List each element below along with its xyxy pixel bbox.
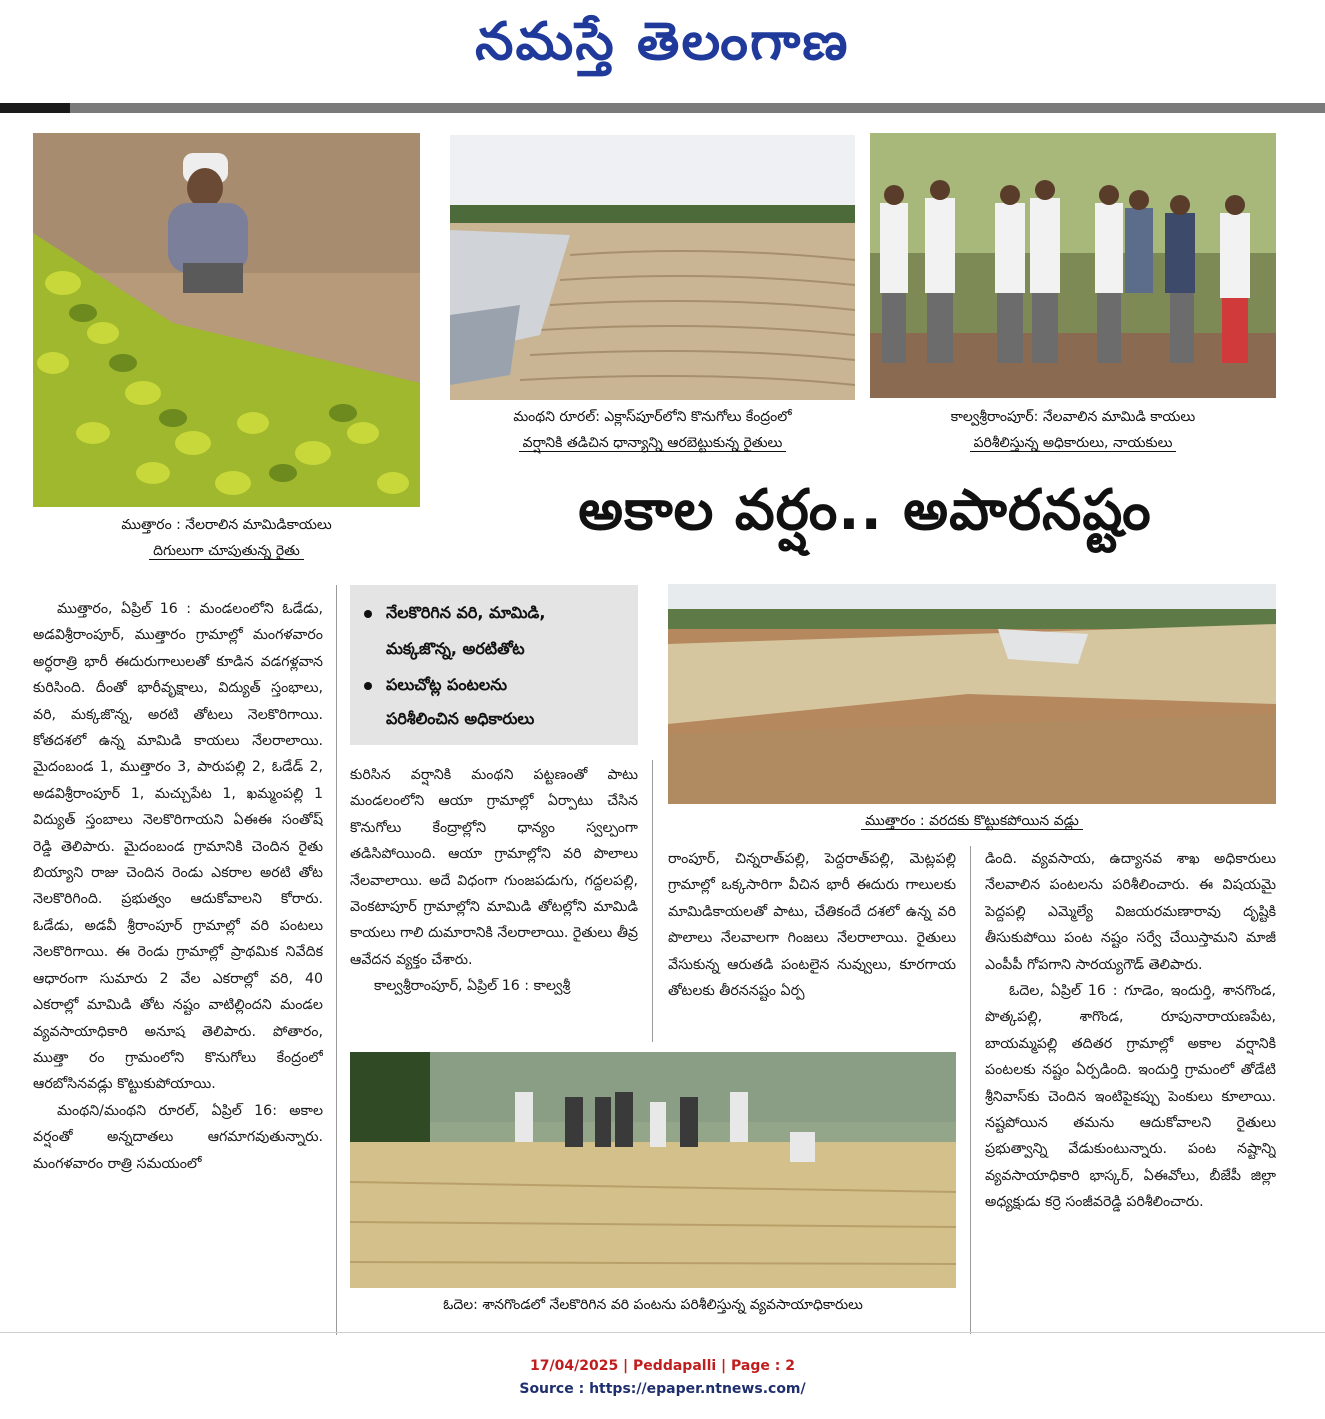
caption-officials (870, 404, 1276, 456)
highlight-item-2-cont: పరిశీలించిన అధికారులు (386, 709, 535, 728)
highlight-item-2: పలుచోట్ల పంటలను (364, 675, 507, 698)
caption-farmer-line1: ముత్తారం : నేలరాలిన మామిడికాయలు (121, 517, 332, 533)
highlights-box (350, 585, 638, 745)
photo-farmer-mangoes (33, 133, 420, 507)
headline: అకాల వర్షం.. అపారనష్టం (578, 478, 1152, 543)
newspaper-logo: నమస్తే తెలంగాణ (475, 11, 850, 72)
article-column-3 (668, 846, 956, 1036)
caption-paddy (350, 1292, 956, 1318)
caption-farmer-line2: దిగులుగా చూపుతున్న రైతు (149, 543, 304, 560)
caption-officials-line2: పరిశీలిస్తున్న అధికారులు, నాయకులు (970, 435, 1177, 452)
column-divider (652, 760, 653, 1042)
footer-dateline (0, 1358, 1325, 1374)
masthead (0, 0, 1325, 96)
highlight-item-1-cont: మక్కజొన్న, అరటితోట (386, 639, 525, 658)
caption-paddy-text: ఓదెల: శానగొండలో నేలకొరిగిన వరి పంటను పరిశీలిస్తున్న వ్యవసాయాధికారులు (443, 1297, 863, 1313)
caption-grain-field-line1: మంథని రూరల్: ఎక్లాస్‌పూర్‌లోని కొనుగోలు కేంద్రంలో (513, 409, 792, 425)
article-paragraph: కాల్వశ్రీరాంపూర్, ఏప్రిల్ 16 : కాల్వశ్రీ (374, 978, 571, 995)
article-paragraph: ముత్తారం, ఏప్రిల్ 16 : మండలంలోని ఓడేడు, అడవిశ్రీరాంపూర్, ముత్తారం గ్రామాల్లో మంగళవారం అర్ధరాత్రి భారీ ఈదురుగాలులతో కూడిన వడగళ్లవాన కురిసింది. దీంతో భారీవృక్షాలు, విద్యుత్ స్తంభాలు, వరి, మక్కజొన్న, అరటి తోటలు నెలకొరిగాయి. కోతదశలో ఉన్న మామిడి కాయలు నేలరాలాయి. మైదంబండ 1, ముత్తారం 3, పారుపల్లి 2, ఓడేడ్ 2, అడవిశ్రీరాంపూర్ 1, మచ్చుపేట 1, ఖమ్మంపల్లి 1 విద్యుత్ స్తంబాలు నెలకొరిగాయని ఏఈఈ సంతోష్ రెడ్డి తెలిపారు. మైదంబండ గ్రామానికి చెందిన రైతు బియ్యాని రాజు చెందిన రెండు ఎకరాల అరటి తోట నెలకొరిగింది. ప్రభుత్వం ఆదుకోవాలని కోరారు. ఓడేడు, అడవీ శ్రీరాంపూర్ గ్రామాల్లో వరి పంటలు నెలకొరిగాయి. ఈ రెండు గ్రామాల్లో ప్రాథమిక నివేదిక ఆధారంగా సుమారు 2 వేల ఎకరాల్లో వరి, 40 ఎకరాల్లో మామిడి తోట నష్టం వాటిల్లిందని మండల వ్యవసాయాధికారి అనూష తెలిపారు. పోతారం, ముత్తా రం గ్రామంలోని కొనుగోలు కేంద్రంలో ఆరబోసినవడ్లు కొట్టుకుపోయాయి. (33, 601, 323, 1093)
column-divider (970, 846, 971, 1334)
footer-date-edition-page: 17/04/2025 | Peddapalli | Page : 2 (530, 1358, 795, 1374)
column-divider (336, 585, 337, 1335)
footer-source-link[interactable]: Source : https://epaper.ntnews.com/ (519, 1381, 806, 1397)
photo-flooded-grain (668, 584, 1276, 804)
footer-source (0, 1381, 1325, 1397)
photo-paddy-field (350, 1052, 956, 1288)
masthead-rule-dark (0, 103, 70, 113)
article-paragraph: మంథని/మంథని రూరల్, ఏప్రిల్ 16: అకాల వర్షంతో అన్నదాతలు ఆగమాగవుతున్నారు. మంగళవారం రాత్రి సమయంలో (33, 1102, 323, 1172)
caption-flooded-grain (668, 808, 1276, 834)
article-column-2 (350, 762, 638, 1042)
article-column-4 (985, 846, 1276, 1316)
article-paragraph: ఓదెల, ఏప్రిల్ 16 : గూడెం, ఇందుర్తి, శానగొండ, పొత్కపల్లి, శాగొండ, రూపునారాయణపేట, బాయమ్మపల్లి తదితర గ్రామాల్లో అకాల వర్షానికి పంటలకు నష్టం ఏర్పడింది. ఇందుర్తి గ్రామంలో తోడేటి శ్రీనివాస్‌కు చెందిన ఇంటిపైకప్పు పెంకులు కూలాయి. నష్టపోయిన తమను ఆదుకోవాలని రైతులు ప్రభుత్వాన్ని వేడుకుంటున్నారు. పంట నష్టాన్ని వ్యవసాయాధికారి భాస్కర్, ఏఈవోలు, బీజేపీ జిల్లా అధ్యక్షుడు కర్రె సంజీవరెడ్డి పరిశీలించారు. (985, 983, 1276, 1211)
photo-officials (870, 133, 1276, 398)
bullet-icon (364, 610, 372, 618)
caption-farmer (33, 512, 420, 564)
bullet-icon (364, 682, 372, 690)
caption-flooded-grain-text: ముత్తారం : వరదకు కొట్టుకపోయిన వడ్లు (861, 813, 1083, 830)
caption-grain-field (450, 404, 855, 456)
photo-grain-field (450, 135, 855, 400)
bottom-rule (0, 1332, 1325, 1333)
caption-officials-line1: కాల్వశ్రీరాంపూర్: నేలవాలిన మామిడి కాయలు (950, 409, 1196, 425)
article-column-1 (33, 596, 323, 1348)
caption-grain-field-line2: వర్షానికి తడిచిన ధాన్యాన్ని ఆరబెట్టుకున్న రైతులు (519, 435, 787, 452)
highlight-item-1: నేలకొరిగిన వరి, మామిడి, (364, 603, 545, 626)
masthead-rule-grey (70, 103, 1325, 113)
article-paragraph: కురిసిన వర్షానికి మంథని పట్టణంతో పాటు మండలంలోని ఆయా గ్రామాల్లో ఏర్పాటు చేసిన కొనుగోలు కేంద్రాల్లోని ధాన్యం స్వల్పంగా తడిసిపోయింది. ఆయా గ్రామాల్లోని వరి పొలాలు నేలవాలాయి. అదే విధంగా గుంజపడుగు, గద్దలపల్లి, వెంకటాపూర్ గ్రామాల్లోని మామిడి తోటల్లోని మామిడి కాయలు గాలి దుమారానికి నేలరాలాయి. రైతులు తీవ్ర ఆవేదన వ్యక్తం చేశారు. (350, 767, 638, 968)
article-paragraph: డింది. వ్యవసాయ, ఉద్యానవ శాఖ అధికారులు నేలవాలిన పంటలను పరిశీలించారు. ఈ విషయమై పెద్దపల్లి ఎమ్మెల్యే విజయరమణారావు దృష్టికి తీసుకుపోయి పంట నష్టం సర్వే చేయిస్తామని మాజీ ఎంపీపీ గోపగాని సారయ్యగౌడ్ తెలిపారు. (985, 851, 1276, 973)
article-paragraph: రాంపూర్, చిన్నరాత్‌పల్లి, పెద్దరాత్‌పల్లి, మెట్లపల్లి గ్రామాల్లో ఒక్కసారిగా వీచిన భారీ ఈదురు గాలులకు మామిడికాయలతో పాటు, చేతికందే దశలో ఉన్న వరి పొలాలు నేలవాలగా గింజలు నేలరాలాయి. రైతులు వేసుకున్న ఆరుతడి పంటలైన నువ్వులు, కూరగాయ తోటలకు తీరననష్టం ఏర్ప (668, 851, 956, 1000)
